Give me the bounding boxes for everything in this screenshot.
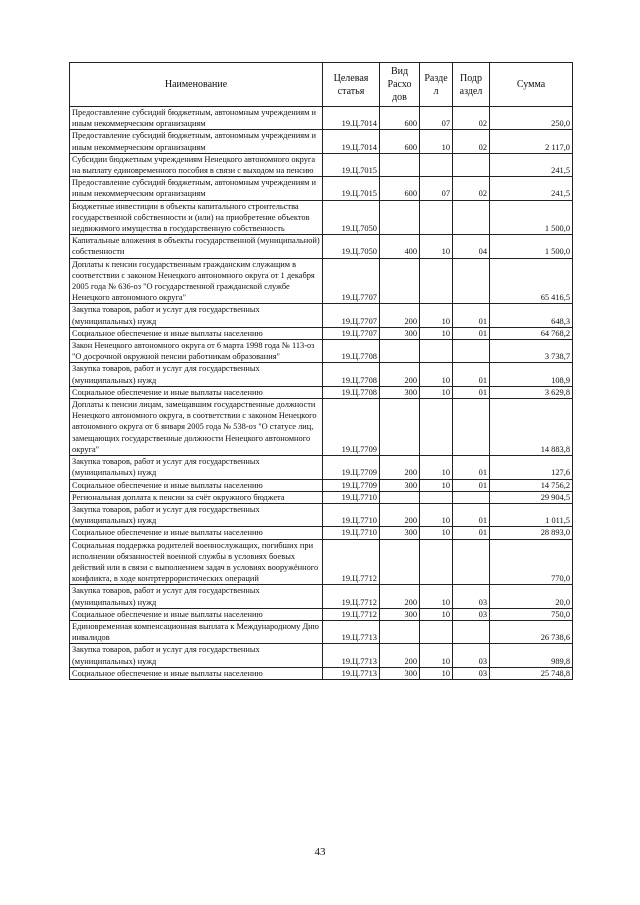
cell-section: 10 bbox=[420, 527, 453, 539]
table-row bbox=[70, 107, 573, 130]
cell-type: 300 bbox=[380, 527, 420, 539]
cell-code: 19.Ц.7710 bbox=[323, 503, 380, 526]
cell-code: 19.Ц.7014 bbox=[323, 130, 380, 153]
cell-type: 200 bbox=[380, 585, 420, 608]
cell-type: 200 bbox=[380, 363, 420, 386]
table-row bbox=[70, 585, 573, 608]
table-row bbox=[70, 527, 573, 539]
cell-subsection: 02 bbox=[453, 130, 490, 153]
cell-sum: 29 904,5 bbox=[490, 491, 573, 503]
cell-subsection: 01 bbox=[453, 479, 490, 491]
cell-subsection: 01 bbox=[453, 456, 490, 479]
cell-subsection bbox=[453, 200, 490, 235]
cell-type: 300 bbox=[380, 327, 420, 339]
cell-section: 10 bbox=[420, 130, 453, 153]
table-row bbox=[70, 667, 573, 679]
cell-name: Закупка товаров, работ и услуг для государственных (муниципальных) нужд bbox=[70, 456, 323, 479]
cell-section: 10 bbox=[420, 585, 453, 608]
cell-name: Предоставление субсидий бюджетным, автономным учреждениям и иным некоммерческим организациям bbox=[70, 177, 323, 200]
cell-subsection bbox=[453, 153, 490, 176]
cell-code: 19.Ц.7710 bbox=[323, 491, 380, 503]
table-row bbox=[70, 327, 573, 339]
cell-sum: 26 738,6 bbox=[490, 620, 573, 643]
header-type: Вид Расхо дов bbox=[380, 63, 420, 107]
header-subsection: Подр аздел bbox=[453, 63, 490, 107]
table-row bbox=[70, 479, 573, 491]
cell-name: Единовременная компенсационная выплата к Международному Дню инвалидов bbox=[70, 620, 323, 643]
table-row bbox=[70, 258, 573, 304]
cell-code: 19.Ц.7712 bbox=[323, 608, 380, 620]
cell-sum: 14 756,2 bbox=[490, 479, 573, 491]
cell-sum: 1 500,0 bbox=[490, 200, 573, 235]
cell-code: 19.Ц.7707 bbox=[323, 327, 380, 339]
cell-subsection bbox=[453, 491, 490, 503]
cell-sum: 989,8 bbox=[490, 644, 573, 667]
cell-subsection: 01 bbox=[453, 363, 490, 386]
cell-section bbox=[420, 491, 453, 503]
cell-code: 19.Ц.7709 bbox=[323, 399, 380, 456]
cell-code: 19.Ц.7015 bbox=[323, 153, 380, 176]
cell-name: Субсидии бюджетным учреждениям Ненецкого автономного округа на выплату единовременного пособия в связи с выходом на пенсию bbox=[70, 153, 323, 176]
cell-sum: 2 117,0 bbox=[490, 130, 573, 153]
cell-code: 19.Ц.7015 bbox=[323, 177, 380, 200]
cell-name: Социальное обеспечение и иные выплаты населению bbox=[70, 527, 323, 539]
table-row bbox=[70, 539, 573, 585]
cell-sum: 127,6 bbox=[490, 456, 573, 479]
cell-section: 10 bbox=[420, 644, 453, 667]
table-row bbox=[70, 340, 573, 363]
cell-name: Закупка товаров, работ и услуг для государственных (муниципальных) нужд bbox=[70, 503, 323, 526]
cell-name: Социальное обеспечение и иные выплаты населению bbox=[70, 479, 323, 491]
table-row bbox=[70, 456, 573, 479]
cell-code: 19.Ц.7707 bbox=[323, 304, 380, 327]
cell-name: Социальное обеспечение и иные выплаты населению bbox=[70, 667, 323, 679]
cell-code: 19.Ц.7710 bbox=[323, 527, 380, 539]
cell-section: 10 bbox=[420, 386, 453, 398]
cell-sum: 3 629,8 bbox=[490, 386, 573, 398]
table-row bbox=[70, 130, 573, 153]
table-row bbox=[70, 153, 573, 176]
table-row bbox=[70, 363, 573, 386]
table-body bbox=[70, 107, 573, 680]
header-name: Наименование bbox=[70, 63, 323, 107]
cell-subsection: 03 bbox=[453, 608, 490, 620]
cell-type: 600 bbox=[380, 177, 420, 200]
cell-section: 10 bbox=[420, 456, 453, 479]
cell-sum: 250,0 bbox=[490, 107, 573, 130]
cell-type: 300 bbox=[380, 386, 420, 398]
cell-section: 10 bbox=[420, 235, 453, 258]
cell-section: 10 bbox=[420, 479, 453, 491]
cell-section bbox=[420, 399, 453, 456]
cell-sum: 25 748,8 bbox=[490, 667, 573, 679]
cell-sum: 241,5 bbox=[490, 153, 573, 176]
table-row bbox=[70, 399, 573, 456]
cell-subsection: 01 bbox=[453, 304, 490, 327]
cell-section bbox=[420, 340, 453, 363]
cell-name: Социальное обеспечение и иные выплаты населению bbox=[70, 386, 323, 398]
cell-type bbox=[380, 340, 420, 363]
cell-type: 200 bbox=[380, 456, 420, 479]
table-row bbox=[70, 177, 573, 200]
cell-section: 10 bbox=[420, 363, 453, 386]
cell-type: 200 bbox=[380, 644, 420, 667]
cell-name: Закупка товаров, работ и услуг для государственных (муниципальных) нужд bbox=[70, 585, 323, 608]
cell-name: Бюджетные инвестиции в объекты капитального строительства государственной собственности и (или) на приобретение объектов недвижимого имущества в государственную собственность bbox=[70, 200, 323, 235]
table-row bbox=[70, 386, 573, 398]
cell-subsection bbox=[453, 539, 490, 585]
cell-code: 19.Ц.7713 bbox=[323, 667, 380, 679]
cell-subsection: 01 bbox=[453, 327, 490, 339]
cell-name: Социальная поддержка родителей военнослужащих, погибших при исполнении обязанностей военной службы в условиях боевых действий или в связи с выполнением задач в условиях вооружённого конфликта, в ходе контртеррористических операций bbox=[70, 539, 323, 585]
cell-code: 19.Ц.7050 bbox=[323, 235, 380, 258]
cell-type: 300 bbox=[380, 667, 420, 679]
cell-name: Закупка товаров, работ и услуг для государственных (муниципальных) нужд bbox=[70, 304, 323, 327]
cell-type bbox=[380, 399, 420, 456]
cell-section bbox=[420, 200, 453, 235]
cell-type bbox=[380, 258, 420, 304]
table-row bbox=[70, 235, 573, 258]
cell-sum: 14 883,8 bbox=[490, 399, 573, 456]
cell-subsection: 01 bbox=[453, 386, 490, 398]
cell-type: 300 bbox=[380, 608, 420, 620]
cell-name: Социальное обеспечение и иные выплаты населению bbox=[70, 608, 323, 620]
cell-subsection: 03 bbox=[453, 644, 490, 667]
cell-name: Закон Ненецкого автономного округа от 6 марта 1998 года № 113-оз "О досрочной окружной пенсии работникам образования" bbox=[70, 340, 323, 363]
header-section: Разде л bbox=[420, 63, 453, 107]
cell-subsection: 03 bbox=[453, 585, 490, 608]
cell-code: 19.Ц.7713 bbox=[323, 644, 380, 667]
page-number: 43 bbox=[314, 846, 326, 858]
cell-sum: 1 500,0 bbox=[490, 235, 573, 258]
cell-type bbox=[380, 200, 420, 235]
table-row bbox=[70, 200, 573, 235]
cell-code: 19.Ц.7707 bbox=[323, 258, 380, 304]
cell-type: 600 bbox=[380, 107, 420, 130]
cell-section: 10 bbox=[420, 327, 453, 339]
cell-sum: 770,0 bbox=[490, 539, 573, 585]
table-row bbox=[70, 608, 573, 620]
cell-section: 10 bbox=[420, 304, 453, 327]
cell-subsection: 03 bbox=[453, 667, 490, 679]
cell-type: 300 bbox=[380, 479, 420, 491]
table-row bbox=[70, 503, 573, 526]
cell-type: 200 bbox=[380, 304, 420, 327]
cell-type: 400 bbox=[380, 235, 420, 258]
budget-table bbox=[69, 62, 573, 680]
cell-sum: 64 768,2 bbox=[490, 327, 573, 339]
cell-name: Предоставление субсидий бюджетным, автономным учреждениям и иным некоммерческим организациям bbox=[70, 107, 323, 130]
cell-sum: 20,0 bbox=[490, 585, 573, 608]
table-row bbox=[70, 620, 573, 643]
cell-name: Капитальные вложения в объекты государственной (муниципальной) собственности bbox=[70, 235, 323, 258]
cell-subsection bbox=[453, 258, 490, 304]
cell-name: Закупка товаров, работ и услуг для государственных (муниципальных) нужд bbox=[70, 363, 323, 386]
cell-code: 19.Ц.7708 bbox=[323, 363, 380, 386]
cell-subsection bbox=[453, 620, 490, 643]
table-row bbox=[70, 491, 573, 503]
cell-code: 19.Ц.7709 bbox=[323, 456, 380, 479]
cell-sum: 241,5 bbox=[490, 177, 573, 200]
cell-type bbox=[380, 491, 420, 503]
cell-type bbox=[380, 539, 420, 585]
cell-name: Доплаты к пенсии лицам, замещавшим государственные должности Ненецкого автономного округа, в соответствии с законом Ненецкого автономного округа от 6 января 2005 года № 538-оз "О статусе лиц, замещающих государственные должности Ненецкого автономного округа" bbox=[70, 399, 323, 456]
cell-code: 19.Ц.7050 bbox=[323, 200, 380, 235]
cell-code: 19.Ц.7708 bbox=[323, 386, 380, 398]
cell-sum: 3 738,7 bbox=[490, 340, 573, 363]
cell-code: 19.Ц.7712 bbox=[323, 539, 380, 585]
cell-name: Доплаты к пенсии государственным гражданским служащим в соответствии с законом Ненецкого автономного округа от 1 декабря 2005 года № 636-оз "О государственной гражданской службе Ненецкого автономного округа" bbox=[70, 258, 323, 304]
table-row bbox=[70, 304, 573, 327]
cell-section: 10 bbox=[420, 608, 453, 620]
cell-sum: 750,0 bbox=[490, 608, 573, 620]
cell-subsection: 01 bbox=[453, 503, 490, 526]
cell-section: 07 bbox=[420, 177, 453, 200]
table-row bbox=[70, 644, 573, 667]
cell-subsection bbox=[453, 340, 490, 363]
cell-name: Предоставление субсидий бюджетным, автономным учреждениям и иным некоммерческим организациям bbox=[70, 130, 323, 153]
cell-section bbox=[420, 539, 453, 585]
cell-type bbox=[380, 153, 420, 176]
cell-code: 19.Ц.7709 bbox=[323, 479, 380, 491]
cell-name: Региональная доплата к пенсии за счёт окружного бюджета bbox=[70, 491, 323, 503]
cell-section: 10 bbox=[420, 503, 453, 526]
table-header-row bbox=[70, 63, 573, 107]
cell-subsection bbox=[453, 399, 490, 456]
cell-section: 07 bbox=[420, 107, 453, 130]
cell-sum: 108,9 bbox=[490, 363, 573, 386]
cell-name: Социальное обеспечение и иные выплаты населению bbox=[70, 327, 323, 339]
cell-type bbox=[380, 620, 420, 643]
cell-code: 19.Ц.7713 bbox=[323, 620, 380, 643]
cell-subsection: 02 bbox=[453, 107, 490, 130]
cell-type: 200 bbox=[380, 503, 420, 526]
cell-type: 600 bbox=[380, 130, 420, 153]
cell-subsection: 01 bbox=[453, 527, 490, 539]
cell-code: 19.Ц.7014 bbox=[323, 107, 380, 130]
cell-section bbox=[420, 258, 453, 304]
cell-code: 19.Ц.7708 bbox=[323, 340, 380, 363]
cell-sum: 648,3 bbox=[490, 304, 573, 327]
cell-sum: 1 011,5 bbox=[490, 503, 573, 526]
cell-sum: 65 416,5 bbox=[490, 258, 573, 304]
header-sum: Сумма bbox=[490, 63, 573, 107]
cell-subsection: 04 bbox=[453, 235, 490, 258]
cell-name: Закупка товаров, работ и услуг для государственных (муниципальных) нужд bbox=[70, 644, 323, 667]
cell-section bbox=[420, 620, 453, 643]
cell-section: 10 bbox=[420, 667, 453, 679]
cell-subsection: 02 bbox=[453, 177, 490, 200]
cell-sum: 28 893,0 bbox=[490, 527, 573, 539]
cell-code: 19.Ц.7712 bbox=[323, 585, 380, 608]
cell-section bbox=[420, 153, 453, 176]
header-code: Целевая статья bbox=[323, 63, 380, 107]
